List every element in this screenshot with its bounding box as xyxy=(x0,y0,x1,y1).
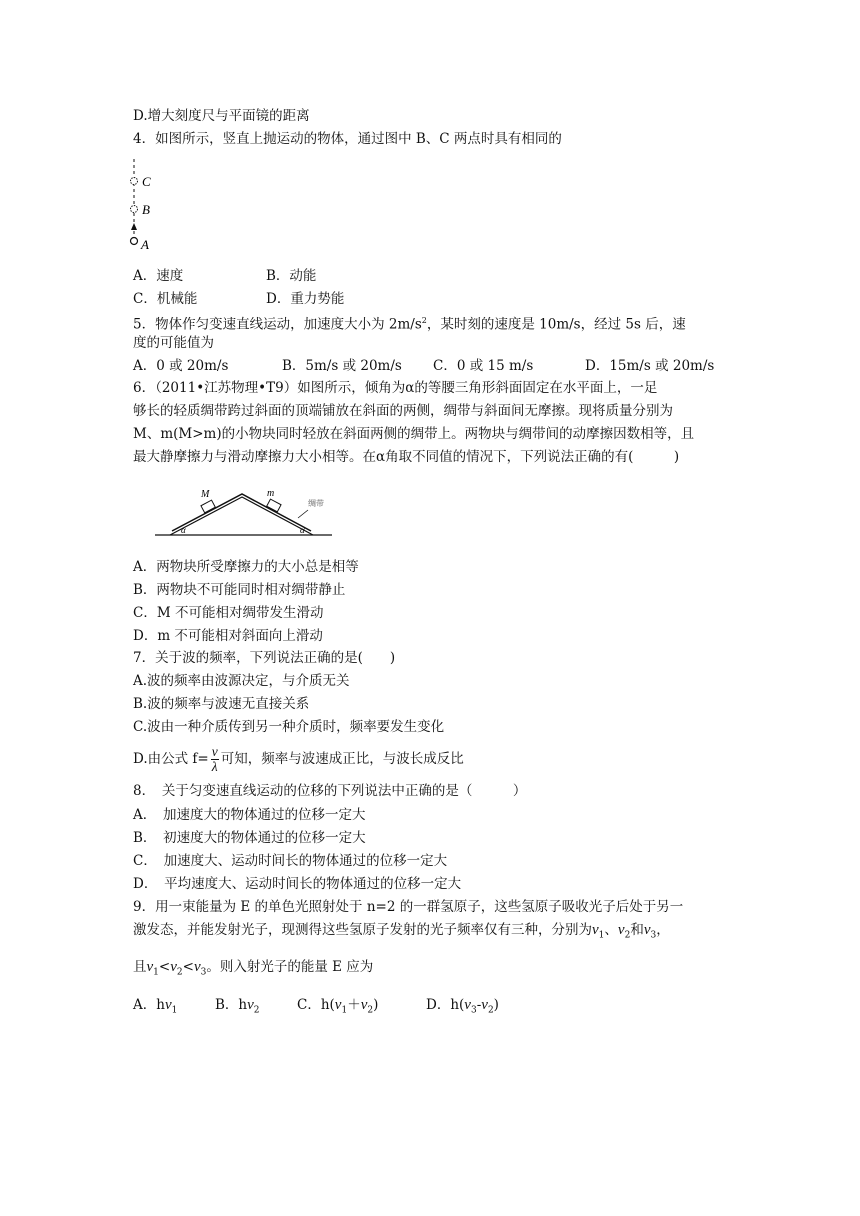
q4-point-b xyxy=(131,206,138,213)
q9-sub-3: 3 xyxy=(650,930,657,941)
q6-option-b: B．两物块不可能同时相对绸带静止 xyxy=(133,582,346,598)
q7-option-a: A.波的频率由波源决定，与介质无关 xyxy=(133,673,350,689)
q4-up-arrow xyxy=(131,223,137,230)
q9-d-nu-2: ν xyxy=(481,997,488,1013)
q9-nu-3: ν xyxy=(643,922,651,938)
q9-l3-nu-3: ν xyxy=(193,959,201,975)
q5-stem xyxy=(133,312,686,334)
q6-option-a: A．两物块所受摩擦力的大小总是相等 xyxy=(133,559,359,575)
q6-option-d: D．m 不可能相对斜面向上滑动 xyxy=(133,628,323,644)
q9-d-minus: - xyxy=(476,997,482,1013)
q9-l3-lt-1: < xyxy=(158,959,171,975)
q7-stem: 7．关于波的频率，下列说法正确的是( ) xyxy=(133,650,396,666)
q9-d-sub-2: 2 xyxy=(487,1005,494,1016)
q6-label-alpha-right: α xyxy=(300,525,305,535)
q9-b-sub: 2 xyxy=(253,1005,260,1016)
q9-line-3-prefix: 且 xyxy=(133,959,147,975)
q9-nu-1: ν xyxy=(592,922,599,938)
q4-label-b: B xyxy=(142,202,150,217)
q9-c-plus: ＋ xyxy=(347,997,361,1013)
q9-option-d xyxy=(426,996,499,1020)
q9-l3-sub-3: 3 xyxy=(200,967,207,978)
q6-label-m: m xyxy=(267,488,275,499)
q9-l3-sub-2: 2 xyxy=(176,967,183,978)
q5-option-d: D．15m/s 或 20m/s xyxy=(585,358,715,374)
q6-block-M xyxy=(201,500,215,513)
q4-point-a xyxy=(131,238,138,245)
q8-option-c: C． 加速度大、运动时间长的物体通过的位移一定大 xyxy=(133,853,448,869)
q9-d-sub-3: 3 xyxy=(470,1005,477,1016)
q5-stem-superscript: 2 xyxy=(421,316,427,325)
q6-label-silk: 绸带 xyxy=(308,499,324,508)
q6-silk-ribbon xyxy=(172,494,311,531)
q5-stem-part1: 5．物体作匀变速直线运动，加速度大小为 2m/s xyxy=(133,316,422,333)
q5-stem-line2: 度的可能值为 xyxy=(133,335,214,351)
q7-option-d-prefix: D.由公式 f= xyxy=(133,751,209,767)
q4-option-b: B．动能 xyxy=(266,268,317,284)
q9-d-close: ) xyxy=(493,997,499,1013)
q9-line-3 xyxy=(133,958,373,982)
q3-option-d: D.增大刻度尺与平面镜的距离 xyxy=(133,108,310,124)
q9-option-c xyxy=(297,996,378,1020)
q4-option-a: A．速度 xyxy=(133,268,184,284)
q9-b-nu: ν xyxy=(247,997,254,1013)
q6-line-1: 6．（2011•江苏物理•T9）如图所示，倾角为α的等腰三角形斜面固定在水平面上，一足 xyxy=(133,380,658,396)
q9-option-b-prefix: B．h xyxy=(215,997,248,1013)
q9-line-1: 9．用一束能量为 E 的单色光照射处于 n=2 的一群氢原子，这些氢原子吸收光子后处于另一 xyxy=(133,899,684,915)
q9-nu-2: ν xyxy=(617,922,625,938)
q9-c-nu-2: ν xyxy=(360,997,368,1013)
q9-c-sub-2: 2 xyxy=(367,1005,374,1016)
q9-line-3-suffix: 。则入射光子的能量 E 应为 xyxy=(206,959,374,975)
q9-sub-1: 1 xyxy=(598,930,605,941)
q4-label-a: A xyxy=(141,237,149,252)
q9-c-sub-1: 1 xyxy=(341,1005,348,1016)
q9-a-nu: ν xyxy=(164,997,172,1013)
q6-incline xyxy=(170,497,313,535)
q9-sub-2: 2 xyxy=(624,930,631,941)
q9-option-a-prefix: A．h xyxy=(133,997,165,1013)
q9-line-2 xyxy=(133,921,670,945)
q9-option-c-prefix: C．h( xyxy=(297,997,335,1013)
q5-option-c: C．0 或 15 m/s xyxy=(433,358,534,374)
q8-stem: 8． 关于匀变速直线运动的位移的下列说法中正确的是（ ） xyxy=(133,783,527,799)
q6-silk-pointer xyxy=(298,510,308,518)
q7-frac-v-over-lambda xyxy=(211,745,219,774)
q6-label-alpha-left: α xyxy=(181,525,186,535)
q6-block-m xyxy=(267,499,281,512)
q6-line-3: M、m(M>m)的小物块同时轻放在斜面两侧的绸带上。两物块与绸带间的动摩擦因数相等，且 xyxy=(133,426,695,442)
q4-vertical-throw-figure xyxy=(124,157,164,253)
q8-option-a: A． 加速度大的物体通过的位移一定大 xyxy=(133,807,366,823)
q9-option-a xyxy=(133,996,177,1020)
q9-l3-lt-2: < xyxy=(182,959,194,975)
q9-he: 和 xyxy=(630,922,644,938)
q9-comma: ， xyxy=(656,922,670,938)
q6-label-M: M xyxy=(201,489,210,500)
q9-option-d-prefix: D．h( xyxy=(426,997,465,1013)
q8-option-d: D． 平均速度大、运动时间长的物体通过的位移一定大 xyxy=(133,876,462,892)
q7-option-d-suffix: 可知，频率与波速成正比，与波长成反比 xyxy=(220,751,464,767)
q9-a-sub: 1 xyxy=(171,1005,178,1016)
q5-stem-part2: ，某时刻的速度是 10m/s，经过 5s 后，速 xyxy=(426,316,686,333)
q7-option-b: B.波的频率与波速无直接关系 xyxy=(133,696,310,712)
q7-frac-denominator: λ xyxy=(211,759,218,774)
q9-c-nu-1: ν xyxy=(334,997,342,1013)
q4-option-d: D．重力势能 xyxy=(266,291,345,307)
q9-l3-nu-2: ν xyxy=(170,959,177,975)
q9-line-2-text: 激发态，并能发射光子，现测得这些氢原子发射的光子频率仅有三种，分别为 xyxy=(133,922,592,938)
q7-option-d xyxy=(133,743,464,775)
q9-d-nu-3: ν xyxy=(464,997,471,1013)
q5-option-b: B．5m/s 或 20m/s xyxy=(282,358,402,374)
q6-line-4: 最大静摩擦力与滑动摩擦力大小相等。在α角取不同值的情况下，下列说法正确的有( ) xyxy=(133,449,680,465)
q8-option-b: B． 初速度大的物体通过的位移一定大 xyxy=(133,830,366,846)
q9-dun: 、 xyxy=(604,922,618,938)
q6-line-2: 够长的轻质绸带跨过斜面的顶端铺放在斜面的两侧，绸带与斜面间无摩擦。现将质量分别为 xyxy=(133,403,673,419)
q9-c-close: ) xyxy=(373,997,379,1013)
q4-point-c xyxy=(131,178,138,185)
q6-option-c: C．M 不可能相对绸带发生滑动 xyxy=(133,605,324,621)
q9-l3-sub-1: 1 xyxy=(153,967,159,978)
q5-option-a: A．0 或 20m/s xyxy=(133,358,229,374)
q4-label-c: C xyxy=(142,174,151,189)
q9-option-b xyxy=(215,996,260,1020)
q7-frac-numerator: v xyxy=(211,744,218,759)
q4-stem: 4．如图所示，竖直上抛运动的物体，通过图中 B、C 两点时具有相同的 xyxy=(133,131,562,147)
q6-incline-figure xyxy=(150,482,340,540)
q4-option-c: C．机械能 xyxy=(133,291,198,307)
q7-option-c: C.波由一种介质传到另一种介质时，频率要发生变化 xyxy=(133,719,445,735)
q9-l3-nu-1: ν xyxy=(146,959,154,975)
